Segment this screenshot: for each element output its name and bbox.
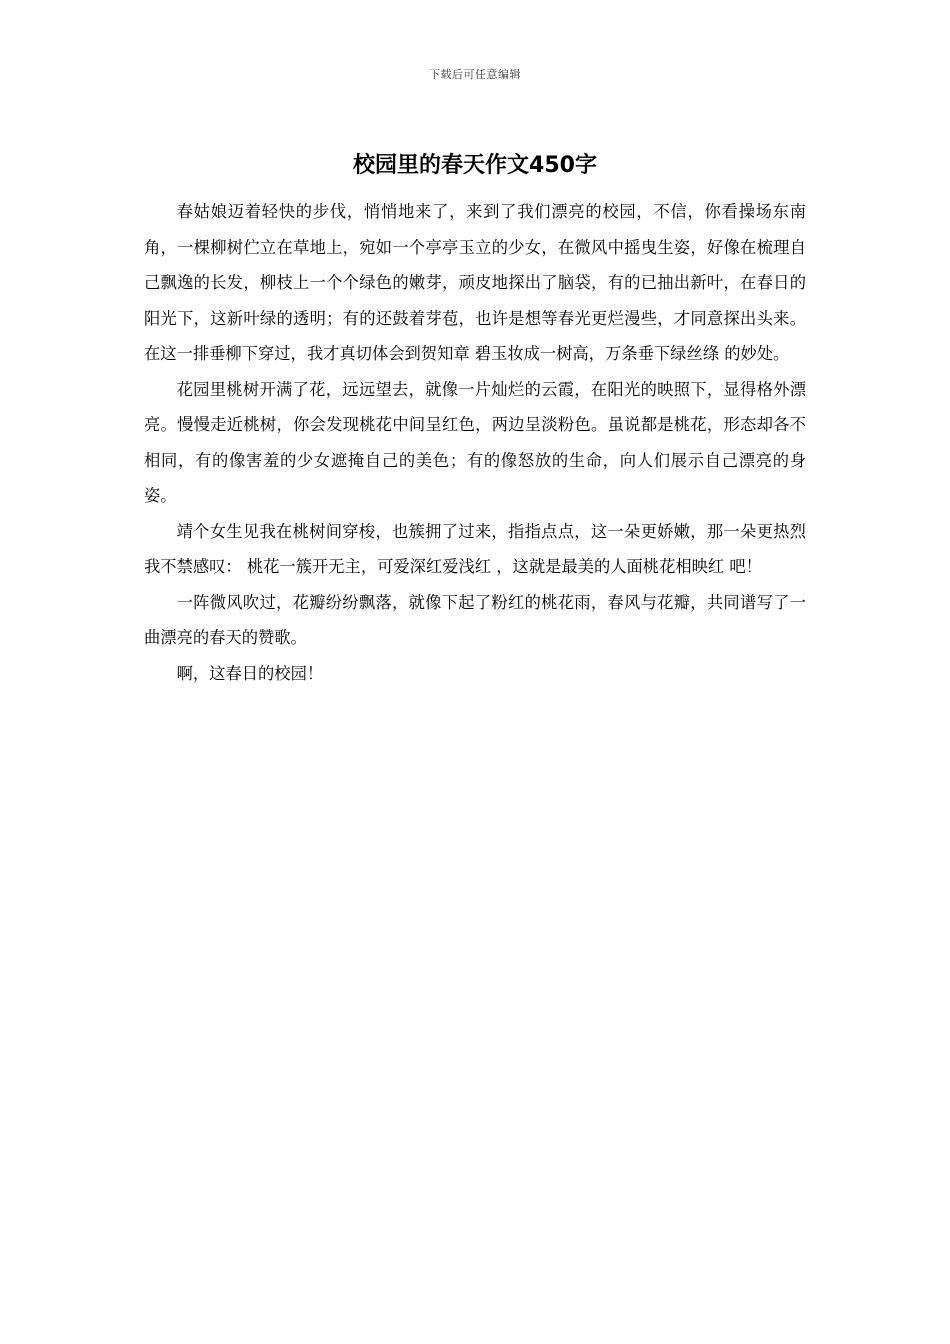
document-body — [144, 194, 806, 691]
paragraph-3: 靖个女生见我在桃树间穿梭，也簇拥了过来，指指点点，这一朵更娇嫩，那一朵更热烈 我不禁感叹： 桃花一簇开无主，可爱深红爱浅红 ，这就是最美的人面桃花相映红 吧！ — [144, 521, 806, 576]
paragraph-4: 一阵微风吹过，花瓣纷纷飘落，就像下起了粉红的桃花雨，春风与花瓣，共同谱写了一曲漂亮的春天的赞歌。 — [144, 592, 806, 647]
paragraph-2: 花园里桃树开满了花，远远望去，就像一片灿烂的云霞，在阳光的映照下，显得格外漂亮。慢慢走近桃树，你会发现桃花中间呈红色，两边呈淡粉色。虽说都是桃花，形态却各不相同，有的像害羞的少女遮掩自己的美色；有的像怒放的生命，向人们展示自己漂亮的身姿。 — [144, 379, 806, 505]
paragraph-1: 春姑娘迈着轻快的步伐，悄悄地来了，来到了我们漂亮的校园，不信，你看操场东南角，一棵柳树伫立在草地上，宛如一个亭亭玉立的少女，在微风中摇曳生姿，好像在梳理自己飘逸的长发，柳枝上一个个绿色的嫩芽，顽皮地探出了脑袋，有的已抽出新叶，在春日的阳光下，这新叶绿的透明；有的还鼓着芽苞，也许是想等春光更烂漫些，才同意探出头来。在这一排垂柳下穿过，我才真切体会到贺知章 碧玉妆成一树高，万条垂下绿丝绦 的妙处。 — [144, 202, 806, 363]
paragraph-5: 啊，这春日的校园！ — [176, 663, 324, 683]
header-note: 下载后可任意编辑 — [429, 68, 521, 81]
document-title: 校园里的春天作文450字 — [353, 153, 597, 178]
